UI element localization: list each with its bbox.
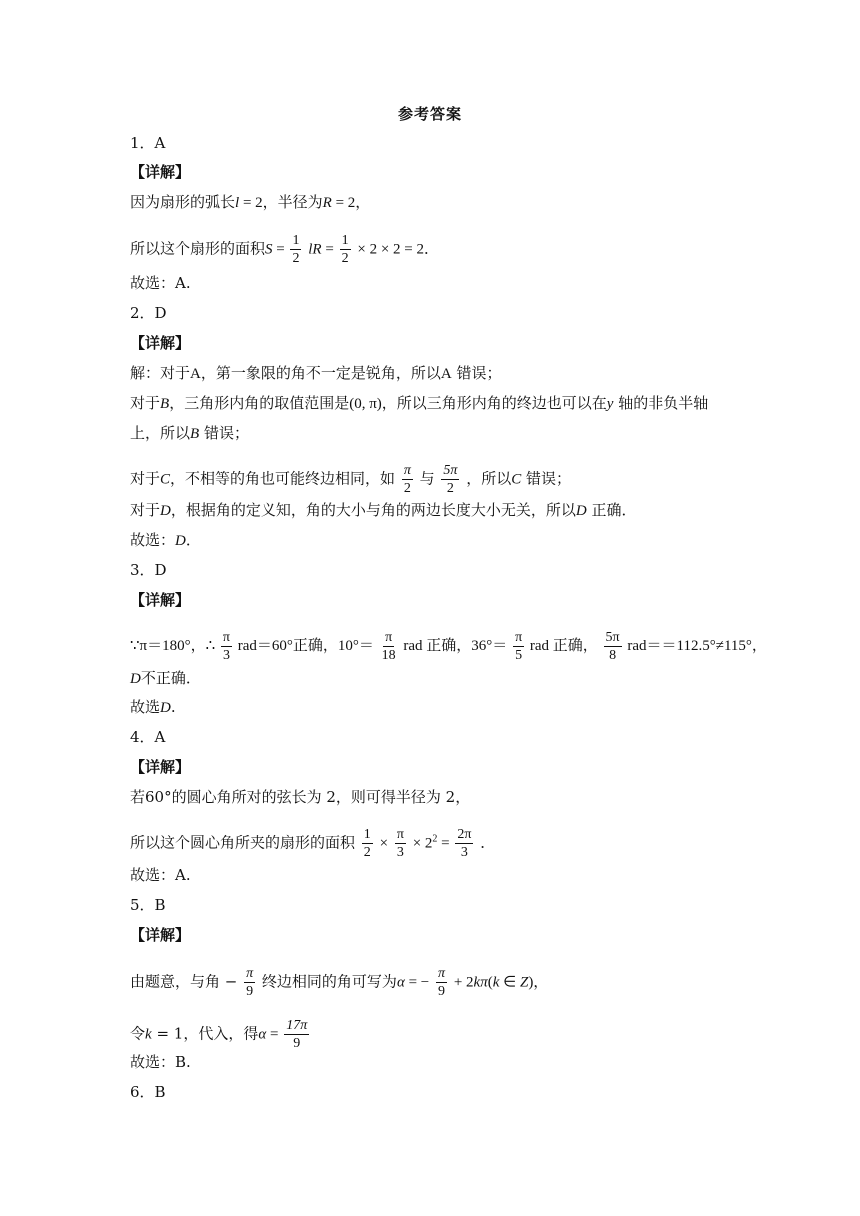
q4-number: 4．A: [130, 728, 166, 746]
fraction: $\frac{\pi}{9}$: [438, 966, 446, 999]
q2-line-3: 上，所以B 错误；: [130, 424, 249, 442]
q2-detail-label: 【详解】: [130, 334, 191, 352]
q3-number: 3．D: [130, 561, 167, 579]
q2-line-2: 对于B，三角形内角的取值范围是(0, π)，所以三角形内角的终边也可以在y 轴的非负半轴: [130, 394, 709, 412]
fraction: $\frac{\pi}{9}$: [246, 966, 254, 999]
fraction: $\frac{\pi}{3}$: [396, 827, 404, 860]
q1-number: 1．A: [130, 134, 166, 152]
page-title: 参考答案: [397, 105, 462, 123]
q2-line-5: 对于D，根据角的定义知，角的大小与角的两边长度大小无关，所以D 正确．: [130, 501, 637, 519]
q3-answer: 故选D.: [130, 698, 176, 716]
q5-detail-label: 【详解】: [130, 926, 191, 944]
fraction: $\frac{5\pi}{2}$: [443, 463, 458, 496]
fraction: $\frac{\pi}{5}$: [515, 630, 523, 663]
q4-line-2: 所以这个圆心角所夹的扇形的面积 $\frac{1}{2}$ × $\frac{\pi}{3}$ × $2^2$ = $\frac{2\pi}{3}$ ．: [130, 827, 496, 860]
q5-answer: 故选：B.: [130, 1053, 191, 1071]
fraction: $\frac{1}{2}$: [292, 233, 300, 266]
q1-detail-label: 【详解】: [130, 163, 191, 181]
q3-line-1: ∵π＝180°，∴ $\frac{\pi}{3}$ rad＝60°正确，10°＝ $\frac{\pi}{18}$ rad 正确，36°＝ $\frac{\pi}{5}$ rad 正确， $\frac{5\pi}{8}$ rad＝＝112.5°≠115°，: [130, 630, 767, 663]
q2-number: 2．D: [130, 304, 167, 322]
q5-line-2: 令k = 1，代入，得α = $\frac{17\pi}{9}$: [130, 1018, 308, 1051]
q3-detail-label: 【详解】: [130, 591, 191, 609]
fraction: $\frac{2\pi}{3}$: [457, 827, 472, 860]
q3-line-2: D不正确．: [130, 669, 201, 687]
fraction: $\frac{\pi}{18}$: [381, 630, 396, 663]
q5-line-1: 由题意，与角 − $\frac{\pi}{9}$ 终边相同的角可写为α = − $\frac{\pi}{9}$ + 2kπ(k ∈ Z)，: [130, 966, 549, 999]
fraction: $\frac{5\pi}{8}$: [605, 630, 620, 663]
q4-detail-label: 【详解】: [130, 758, 191, 776]
q2-answer: 故选：D．: [130, 531, 201, 549]
q4-line-1: 若60°的圆心角所对的弦长为 2，则可得半径为 2，: [130, 788, 471, 806]
fraction: $\frac{17\pi}{9}$: [286, 1018, 308, 1051]
fraction: $\frac{1}{2}$: [341, 233, 349, 266]
q2-line-1: 解：对于A，第一象限的角不一定是锐角，所以A 错误；: [130, 364, 502, 382]
fraction: $\frac{1}{2}$: [363, 827, 371, 860]
q1-answer: 故选：A.: [130, 274, 191, 292]
q4-answer: 故选：A.: [130, 866, 191, 884]
q1-line-1: 因为扇形的弧长l = 2，半径为R = 2，: [130, 193, 371, 211]
q1-line-2: 所以这个扇形的面积S = $\frac{1}{2}$ lR = $\frac{1}{2}$ × 2 × 2 = 2．: [130, 233, 439, 266]
q5-number: 5．B: [130, 896, 166, 914]
fraction: $\frac{\pi}{2}$: [403, 463, 411, 496]
fraction: $\frac{\pi}{3}$: [222, 630, 230, 663]
q2-line-4: 对于C，不相等的角也可能终边相同，如 $\frac{\pi}{2}$ 与 $\frac{5\pi}{2}$ ，所以C 错误；: [130, 463, 572, 496]
q6-number: 6．B: [130, 1083, 166, 1101]
